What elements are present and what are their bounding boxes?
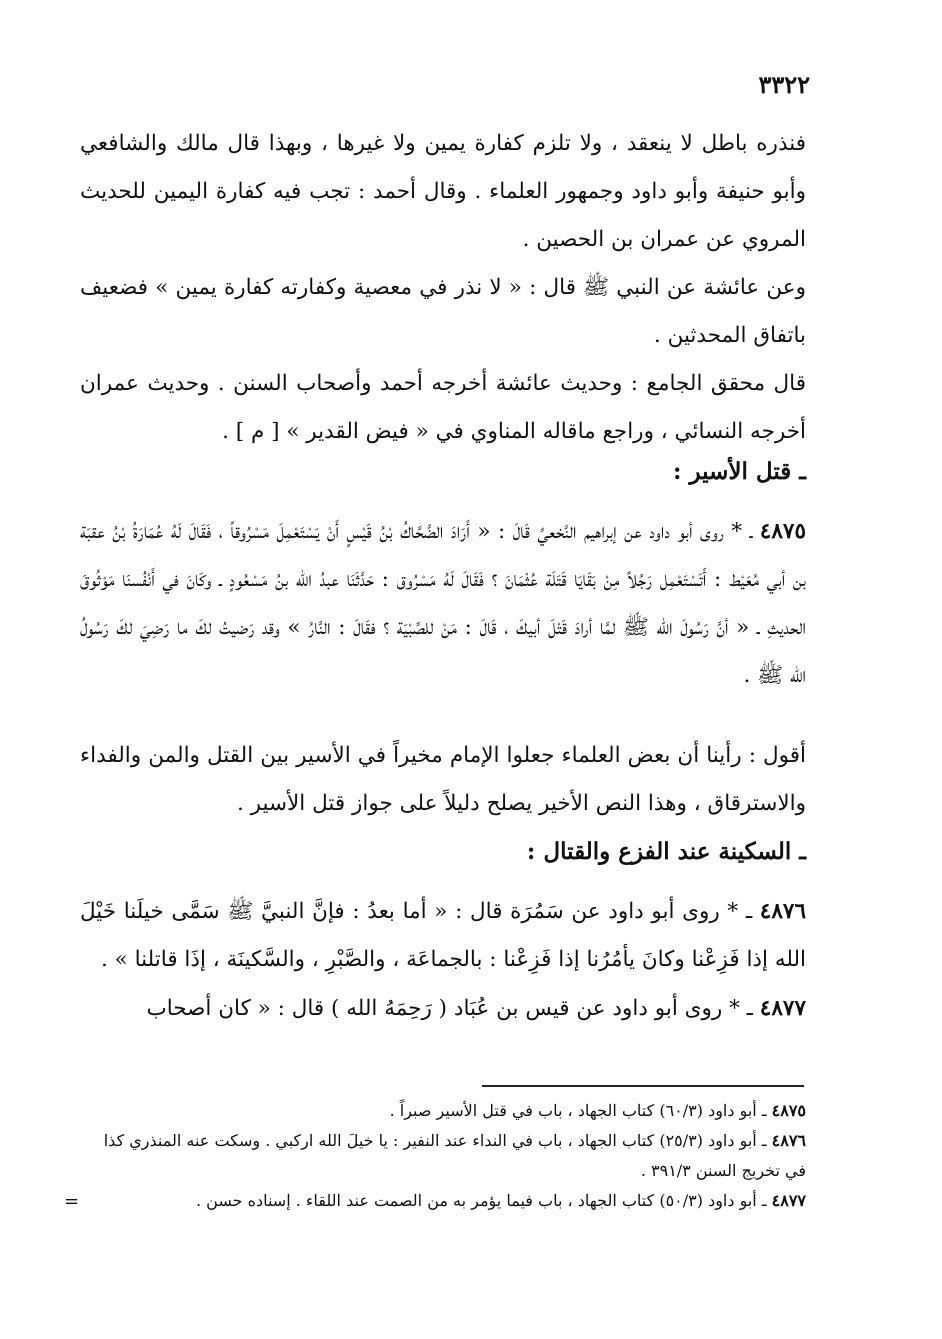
footnote-text: ـ أبو داود (٥٠/٣) كتاب الجهاد ، باب فيما يؤمر به من الصمت عند اللقاء . إسناده حسن . bbox=[195, 1191, 767, 1210]
hadith-number: ٤٨٧٧ bbox=[759, 996, 806, 1021]
footnotes bbox=[80, 1096, 806, 1216]
footnote-number: ٤٨٧٦ bbox=[771, 1131, 806, 1150]
hadith-text: ـ * روى أبو داود عن قيس بن عُبَاد ( رَحِمَهُ الله ) قال : « كان أصحاب bbox=[146, 996, 753, 1021]
paragraph-editor-note: قال محقق الجامع : وحديث عائشة أخرجه أحمد وأصحاب السنن . وحديث عمران أخرجه النسائي ، وراجع ماقاله المناوي في « فيض القدير » [ م ] . bbox=[80, 371, 806, 444]
footnote-number: ٤٨٧٧ bbox=[771, 1191, 806, 1210]
hadith-text: ـ * روى أبو داود عن إبراهيم النَّخعيِّ قَالَ : « أَرَادَ الضَّحَّاكُ بْنُ قَيْسٍ أَنْ يَسْتَعْمِلَ مَسْرُوقاً ، فَقَالَ لَهُ عُمَارَةُ بْنُ عقبَة بن أبي مُعَيْط : أَتَسْتَعْمِل رَجُلاً مِنْ بَقَايَا قَتَلَة عُثْمَانَ ؟ فَقَالَ لَهُ مَسْرُوق : حَدَّثَنَا عبدُ الله بنُ مَسْعُودٍ ـ وكَانَ في أَنْفُسنَا مَوْثُوقَ الحديثِ ـ « أنَّ رَسُولَ الله ﷺ لمَّا أرادَ قَتْلَ أبيكَ ، قَالَ : مَنْ للصِّبْيَة ؟ فقَالَ : النَّارُ » وقد رَضيتُ لكَ ما رَضِيَ لكَ رَسُولُ الله ﷺ . bbox=[80, 519, 806, 688]
footnote-text: ـ أبو داود (٦٠/٣) كتاب الجهاد ، باب في قتل الأسير صبراً . bbox=[389, 1101, 767, 1120]
section-heading-calm: ـ السكينة عند الفزع والقتال : bbox=[526, 838, 806, 865]
hadith-4875 bbox=[80, 508, 806, 700]
hadith-4876 bbox=[80, 888, 806, 984]
section-heading-killing-captive: ـ قتل الأسير : bbox=[672, 458, 806, 485]
hadith-number: ٤٨٧٥ bbox=[759, 519, 806, 544]
hadith-number: ٤٨٧٦ bbox=[759, 899, 806, 924]
paragraph-aisha-hadith: وعن عائشة عن النبي ﷺ قال : « لا نذر في معصية وكفارته كفارة يمين » فضعيف باتفاق المحدثين . bbox=[80, 275, 806, 348]
paragraph-commentary: أقول : رأينا أن بعض العلماء جعلوا الإمام مخيراً في الأسير بين القتل والمن والفداء والاسترقاق ، وهذا النص الأخير يصلح دليلاً على جواز قتل الأسير . bbox=[80, 743, 806, 816]
footnote-4877 bbox=[80, 1186, 806, 1216]
margin-mark: = bbox=[64, 1191, 80, 1212]
footnote-divider bbox=[482, 1085, 804, 1087]
footnote-number: ٤٨٧٥ bbox=[771, 1101, 806, 1120]
footnote-4875 bbox=[80, 1096, 806, 1126]
hadith-4877 bbox=[80, 985, 806, 1033]
hadith-text: ـ * روى أبو داود عن سَمُرَة قال : « أما بعدُ : فإنَّ النبيَّ ﷺ سَمَّى خيلَنا خَيْلَ الله إذا فَزِعْنا وكانَ يأمُرُنا إذا فَزِعْنا : بالجماعَة ، والصَّبْرِ ، والسَّكينَة ، إذَا قاتلنا » . bbox=[80, 899, 806, 972]
paragraph-nadhr-ruling: فنذره باطل لا ينعقد ، ولا تلزم كفارة يمين ولا غيرها ، وبهذا قال مالك والشافعي وأبو حنيفة وأبو داود وجمهور العلماء . وقال أحمد : تجب فيه كفارة اليمين للحديث المروي عن عمران بن الحصين . bbox=[80, 131, 806, 252]
footnote-4876 bbox=[80, 1126, 806, 1186]
footnote-text: ـ أبو داود (٢٥/٣) كتاب الجهاد ، باب في النداء عند النفير : يا خيلَ الله اركبي . وسكت عنه المنذري كذا في تخريج السنن ٣٩١/٣ . bbox=[103, 1131, 806, 1180]
page-number: ٣٣٢٢ bbox=[758, 70, 810, 99]
